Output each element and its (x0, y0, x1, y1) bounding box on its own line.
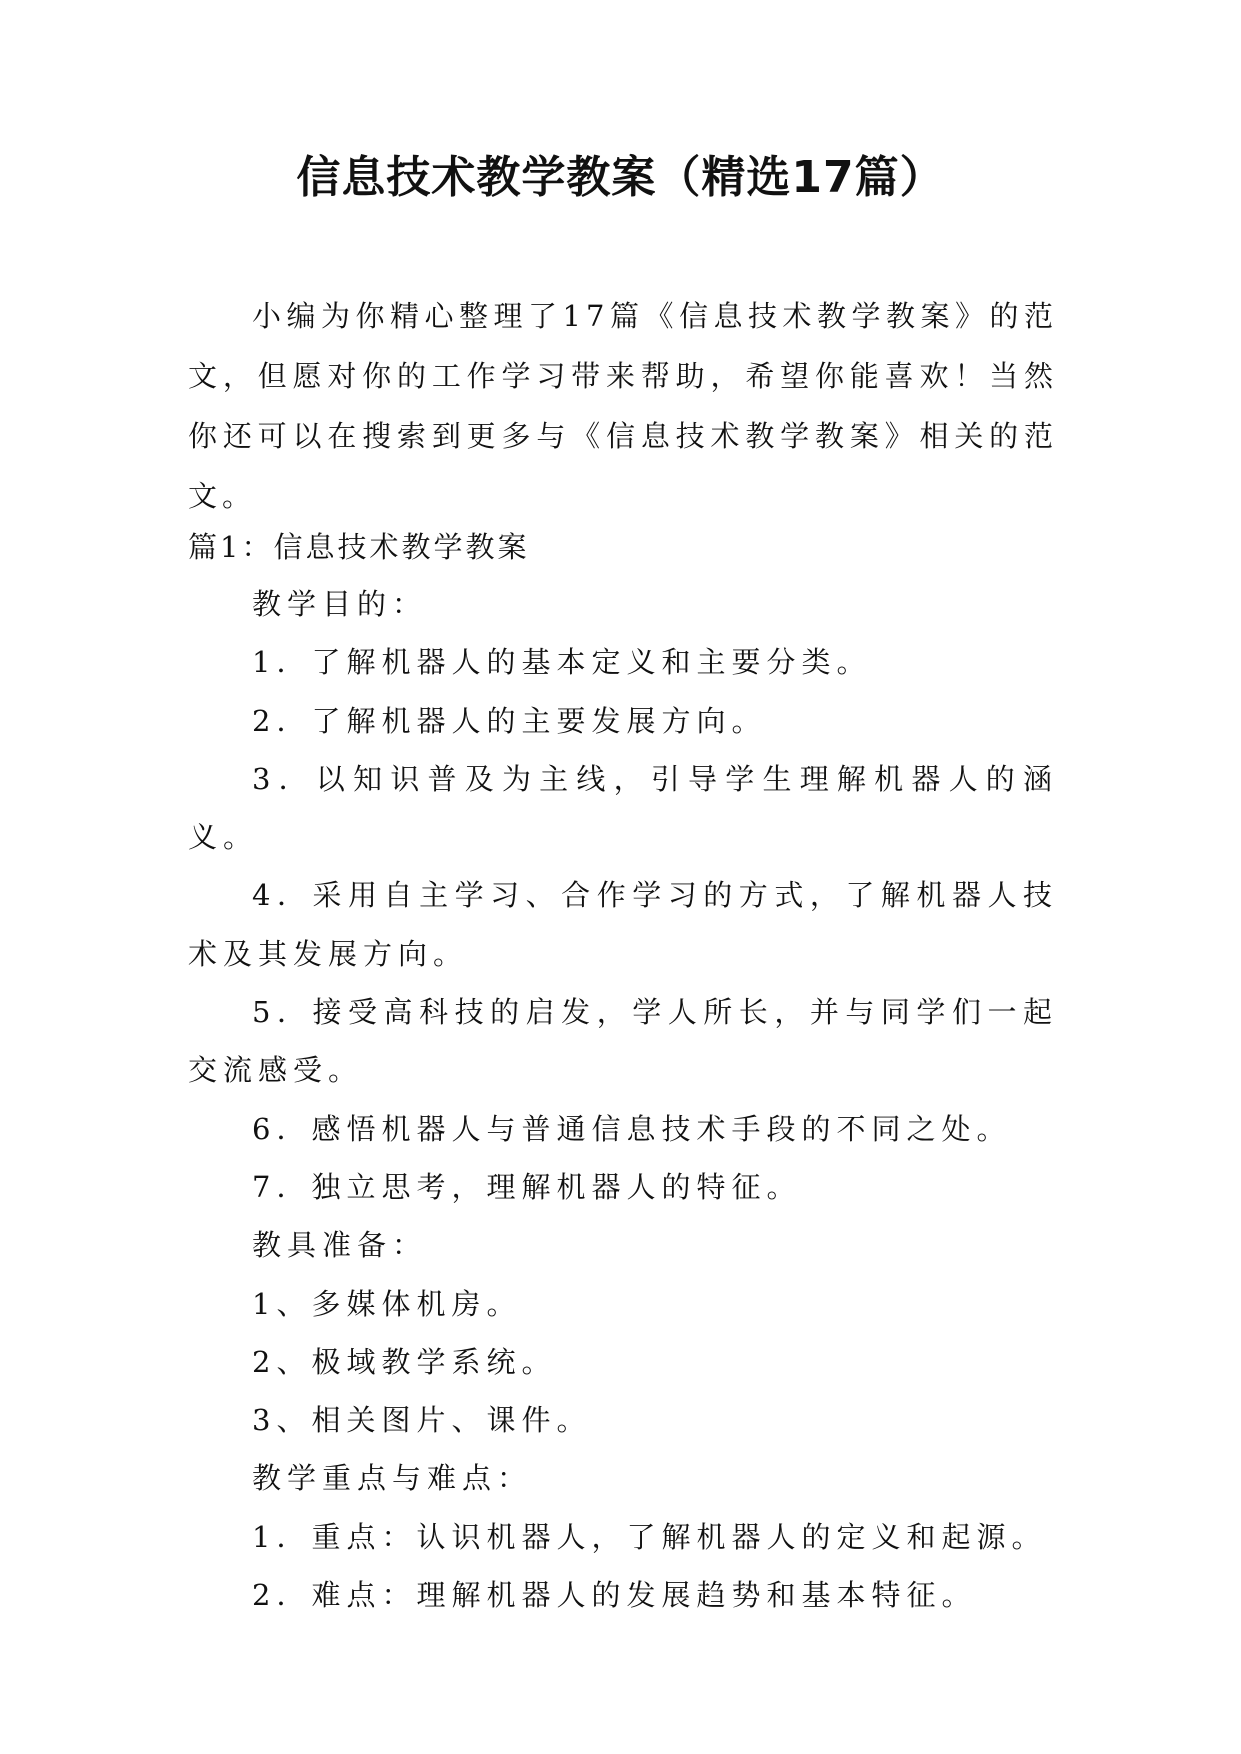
paragraph: 1、多媒体机房。 (252, 1286, 522, 1321)
paragraph: 1．了解机器人的基本定义和主要分类。 (252, 645, 872, 680)
paragraph: 6．感悟机器人与普通信息技术手段的不同之处。 (252, 1111, 1012, 1146)
section-heading: 篇1：信息技术教学教案 (188, 530, 530, 564)
paragraph: 7．独立思考，理解机器人的特征。 (252, 1169, 802, 1204)
paragraph: 1．重点：认识机器人，了解机器人的定义和起源。 (252, 1519, 1047, 1554)
section-body (188, 575, 1058, 1624)
paragraph: 2、极域教学系统。 (252, 1344, 557, 1379)
paragraph: 2．难点：理解机器人的发展趋势和基本特征。 (252, 1578, 977, 1613)
paragraph: 4．采用自主学习、合作学习的方式，了解机器人技术及其发展方向。 (188, 878, 1058, 971)
paragraph: 3．以知识普及为主线，引导学生理解机器人的涵义。 (188, 761, 1058, 855)
intro-paragraph: 小编为你精心整理了17篇《信息技术教学教案》的范文，但愿对你的工作学习带来帮助，希望你能喜欢！当然你还可以在搜索到更多与《信息技术教学教案》相关的范文。 (188, 299, 1058, 513)
paragraph: 教学目的： (252, 587, 428, 621)
paragraph: 教具准备： (252, 1228, 428, 1263)
paragraph: 2．了解机器人的主要发展方向。 (252, 703, 767, 738)
paragraph: 5．接受高科技的启发，学人所长，并与同学们一起交流感受。 (188, 995, 1058, 1088)
paragraph: 3、相关图片、课件。 (252, 1403, 592, 1438)
paragraph: 教学重点与难点： (252, 1461, 533, 1496)
document-title: 信息技术教学教案（精选17篇） (296, 152, 945, 203)
